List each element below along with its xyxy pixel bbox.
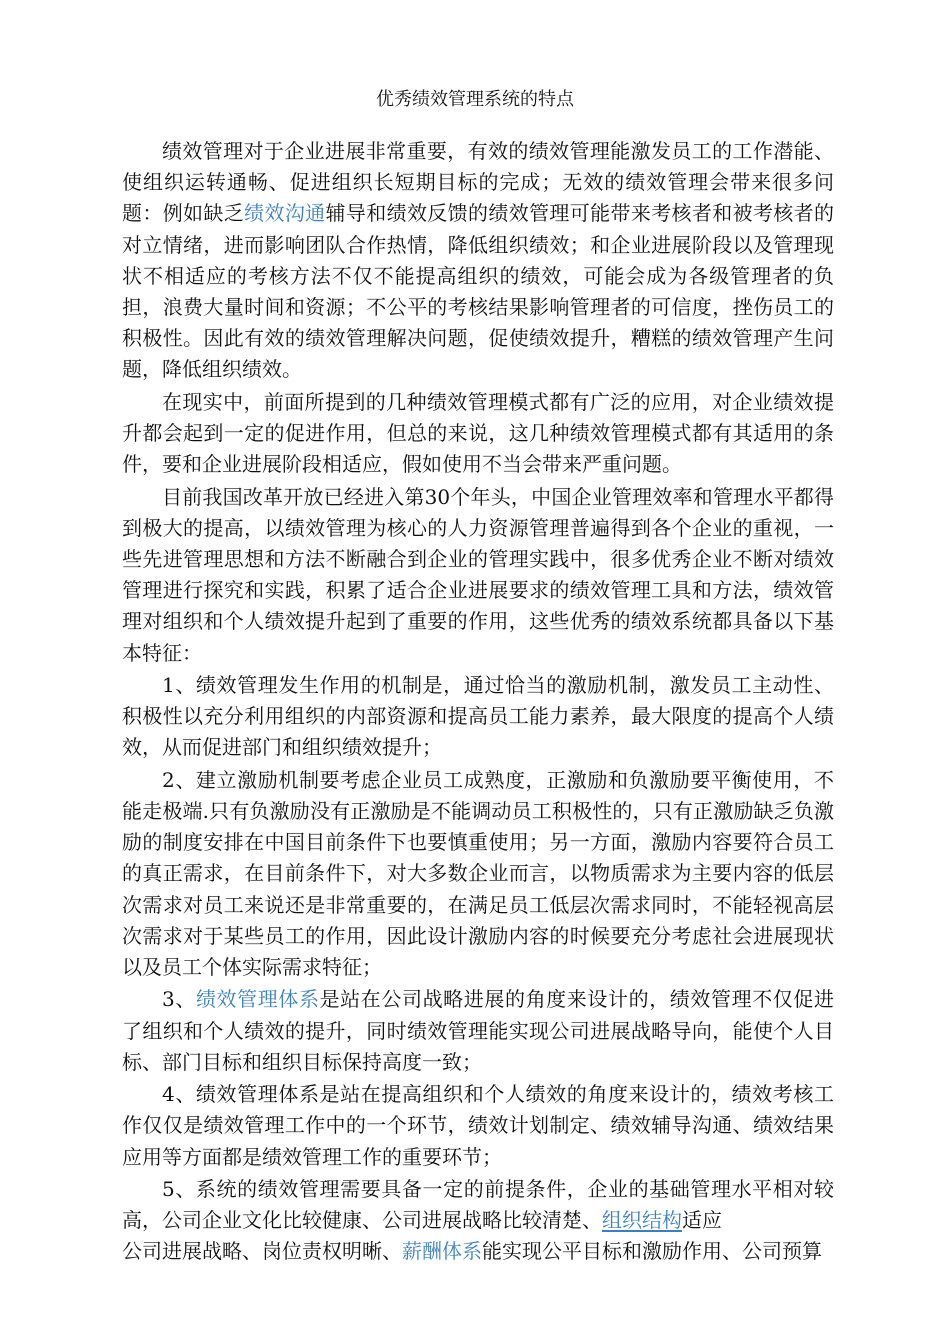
paragraph-8-continuation — [122, 1236, 834, 1267]
paragraph-7: 4、绩效管理体系是站在提高组织和个人绩效的角度来设计的，绩效考核工作仅仅是绩效管理工作中的一个环节，绩效计划制定、绩效辅导沟通、绩效结果应用等方面都是绩效管理工作的重要环节； — [122, 1082, 834, 1169]
paragraph-1-text-b: 辅导和绩效反馈的绩效管理可能带来考核者和被考核者的对立情绪，进而影响团队合作热情，降低组织绩效；和企业进展阶段以及管理现状不相适应的考核方法不仅不能提高组织的绩效，可能会成为各级管理者的负担，浪费大量时间和资源；不公平的考核结果影响管理者的可信度，挫伤员工的积极性。因此有效的绩效管理解决问题，促使绩效提升，糟糕的绩效管理产生问题，降低组织绩效。 — [122, 201, 835, 382]
paragraph-8-text-d: 能实现公平目标和激励作用、公司预算 — [482, 1239, 822, 1264]
paragraph-5: 2、建立激励机制要考虑企业员工成熟度，正激励和负激励要平衡使用，不能走极端.只有负激励没有正激励是不能调动员工积极性的，只有正激励缺乏负激励的制度安排在中国目前条件下也要慎重使用；另一方面，激励内容要符合员工的真正需求，在目前条件下，对大多数企业而言，以物质需求为主要内容的低层次需求对员工来说还是非常重要的，在满足员工低层次需求同时，不能轻视高层次需求对于某些员工的作用，因此设计激励内容的时候要充分考虑社会进展现状以及员工个体实际需求特征； — [122, 767, 834, 980]
link-performance-management-system[interactable]: 绩效管理体系 — [195, 987, 320, 1012]
paragraph-4: 1、绩效管理发生作用的机制是，通过恰当的激励机制，激发员工主动性、积极性以充分利用组织的内部资源和提高员工能力素养，最大限度的提高个人绩效，从而促进部门和组织绩效提升； — [122, 673, 834, 760]
document-body — [122, 136, 834, 1269]
link-performance-communication[interactable]: 绩效沟通 — [244, 201, 326, 226]
paragraph-6-text-b: 是站在公司战略进展的角度来设计的，绩效管理不仅促进了组织和个人绩效的提升，同时绩效管理能实现公司进展战略导向，能使个人目标、部门目标和组织目标保持高度一致； — [122, 987, 835, 1074]
paragraph-6-text-a: 3、 — [162, 987, 196, 1012]
paragraph-8 — [122, 1174, 834, 1268]
paragraph-2: 在现实中，前面所提到的几种绩效管理模式都有广泛的应用，对企业绩效提升都会起到一定的促进作用，但总的来说，这几种绩效管理模式都有其适用的条件，要和企业进展阶段相适应，假如使用不当会带来严重问题。 — [122, 389, 834, 477]
link-compensation-system[interactable]: 薪酬体系 — [402, 1239, 482, 1264]
document-title: 优秀绩效管理系统的特点 — [376, 89, 574, 110]
paragraph-8-text-b: 适应 — [682, 1208, 722, 1233]
paragraph-6 — [122, 984, 834, 1078]
paragraph-1 — [122, 136, 834, 386]
paragraph-8-text-a: 5、系统的绩效管理需要具备一定的前提条件，企业的基础管理水平相对较高，公司企业文化比较健康、公司进展战略比较清楚、 — [122, 1177, 834, 1233]
paragraph-3: 目前我国改革开放已经进入第30个年头，中国企业管理效率和管理水平都得到极大的提高，以绩效管理为核心的人力资源管理普遍得到各个企业的重视，一些先进管理思想和方法不断融合到企业的管理实践中，很多优秀企业不断对绩效管理进行探究和实践，积累了适合企业进展要求的绩效管理工具和方法，绩效管理对组织和个人绩效提升起到了重要的作用，这些优秀的绩效系统都具备以下基本特征： — [122, 484, 834, 665]
paragraph-1-text-a: 绩效管理对于企业进展非常重要，有效的绩效管理能激发员工的工作潜能、使组织运转通畅、促进组织长短期目标的完成；无效的绩效管理会带来很多问题：例如缺乏 — [122, 139, 834, 226]
paragraph-8-text-c: 公司进展战略、岗位责权明晰、 — [122, 1239, 402, 1264]
link-organizational-structure[interactable]: 组织结构 — [602, 1208, 682, 1233]
